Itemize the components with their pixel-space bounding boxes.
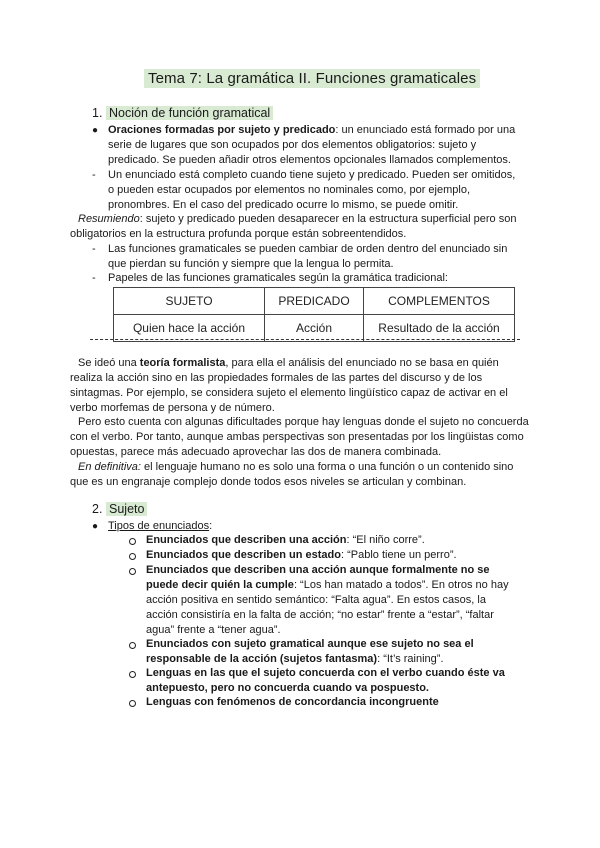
section-2-heading: Sujeto [106,502,147,516]
dash-item-orden: Las funciones gramaticales se pueden cambiar de orden dentro del enunciado sin que pierdan su función y siempre que la lengua lo permita. [108,243,508,270]
dash-item-enunciado: Un enunciado está completo cuando tiene sujeto y predicado. Pueden ser omitidos, o pueden estar ocupados por elementos no nominales como, por ejemplo, pronombres. En el caso del predicado ocurre lo mismo, se puede omitir. [108,169,516,211]
dificultades-paragraph: Pero esto cuenta con algunas dificultades porque hay lenguas donde el sujeto no concuerda con el verbo. Por tanto, aunque ambas perspectivas son presentadas por los lingüistas como opuestas, parece más adecuado aprovechar las dos de manera combinada. [70,416,529,458]
table-header-row [114,288,515,315]
resumiendo-paragraph: Resumiendo: sujeto y predicado pueden desaparecer en la estructura superficial pero son obligatorios en la estructura profunda porque están sobreentendidos. [70,213,517,240]
table-row [114,315,515,342]
table-header-cell: COMPLEMENTOS [364,288,515,315]
list-item: Enunciados que describen un estado: “Pablo tiene un perro”. [146,549,457,561]
section-1-heading: Noción de función gramatical [106,106,273,120]
bullet-dot-icon: ● [92,521,99,532]
page-title: Tema 7: La gramática II. Funciones gramaticales [144,69,480,88]
circle-bullet-icon [129,700,136,707]
teoria-formalista-paragraph: Se ideó una teoría formalista, para ella el análisis del enunciado no se basa en quién realiza la acción sino en las propiedades formales de las partes del discurso y de los sintagmas. Por ejemplo, se considera sujeto el elemento lingüístico capaz de activar en el verbo morfemas de persona y de número. [70,357,508,414]
list-item: Lenguas en las que el sujeto concuerda con el verbo cuando éste va antepuesto, pero no concuerda cuando va pospuesto. [146,667,505,694]
section-1-number: 1. [92,106,103,120]
tipos-de-enunciados-label: Tipos de enunciados: [108,520,213,532]
bullet-dot-icon: ● [92,125,99,136]
table-cell: Acción [265,315,364,342]
circle-bullet-icon [129,642,136,649]
bullet-oraciones: Oraciones formadas por sujeto y predicado: un enunciado está formado por una serie de lugares que son ocupados por dos elementos obligatorios: sujeto y predicado. Se pueden añadir otros elementos opcionales llamados complementos. [108,124,516,166]
circle-bullet-icon [129,553,136,560]
dashed-divider [90,339,520,340]
dash-icon: - [92,243,96,255]
dash-icon: - [92,272,96,284]
en-definitiva-paragraph: En definitiva: el lenguaje humano no es solo una forma o una función o un contenido sino que es un engranaje complejo donde todos esos niveles se articulan y combinan. [70,461,514,488]
table-cell: Resultado de la acción [364,315,515,342]
list-item: Enunciados con sujeto gramatical aunque ese sujeto no sea el responsable de la acción (sujetos fantasma): “It’s raining”. [146,638,474,665]
dash-icon: - [92,169,96,181]
section-2-number: 2. [92,502,103,516]
table-header-cell: SUJETO [114,288,265,315]
list-item: Enunciados que describen una acción: “El niño corre”. [146,534,425,546]
circle-bullet-icon [129,568,136,575]
dash-item-papeles: Papeles de las funciones gramaticales según la gramática tradicional: [108,272,448,284]
table-cell: Quien hace la acción [114,315,265,342]
circle-bullet-icon [129,538,136,545]
list-item: Lenguas con fenómenos de concordancia incongruente [146,696,439,708]
roles-table [113,287,515,342]
table-header-cell: PREDICADO [265,288,364,315]
list-item: Enunciados que describen una acción aunque formalmente no se puede decir quién la cumple: “Los han matado a todos”. En otros no hay acción positiva en sentido semántico: “Falta agua”. En estos casos, la acción consistiría en la falta de acción; “no estar” frente a “estar”, “faltar agua” frente a “tener agua”. [146,564,509,636]
circle-bullet-icon [129,671,136,678]
